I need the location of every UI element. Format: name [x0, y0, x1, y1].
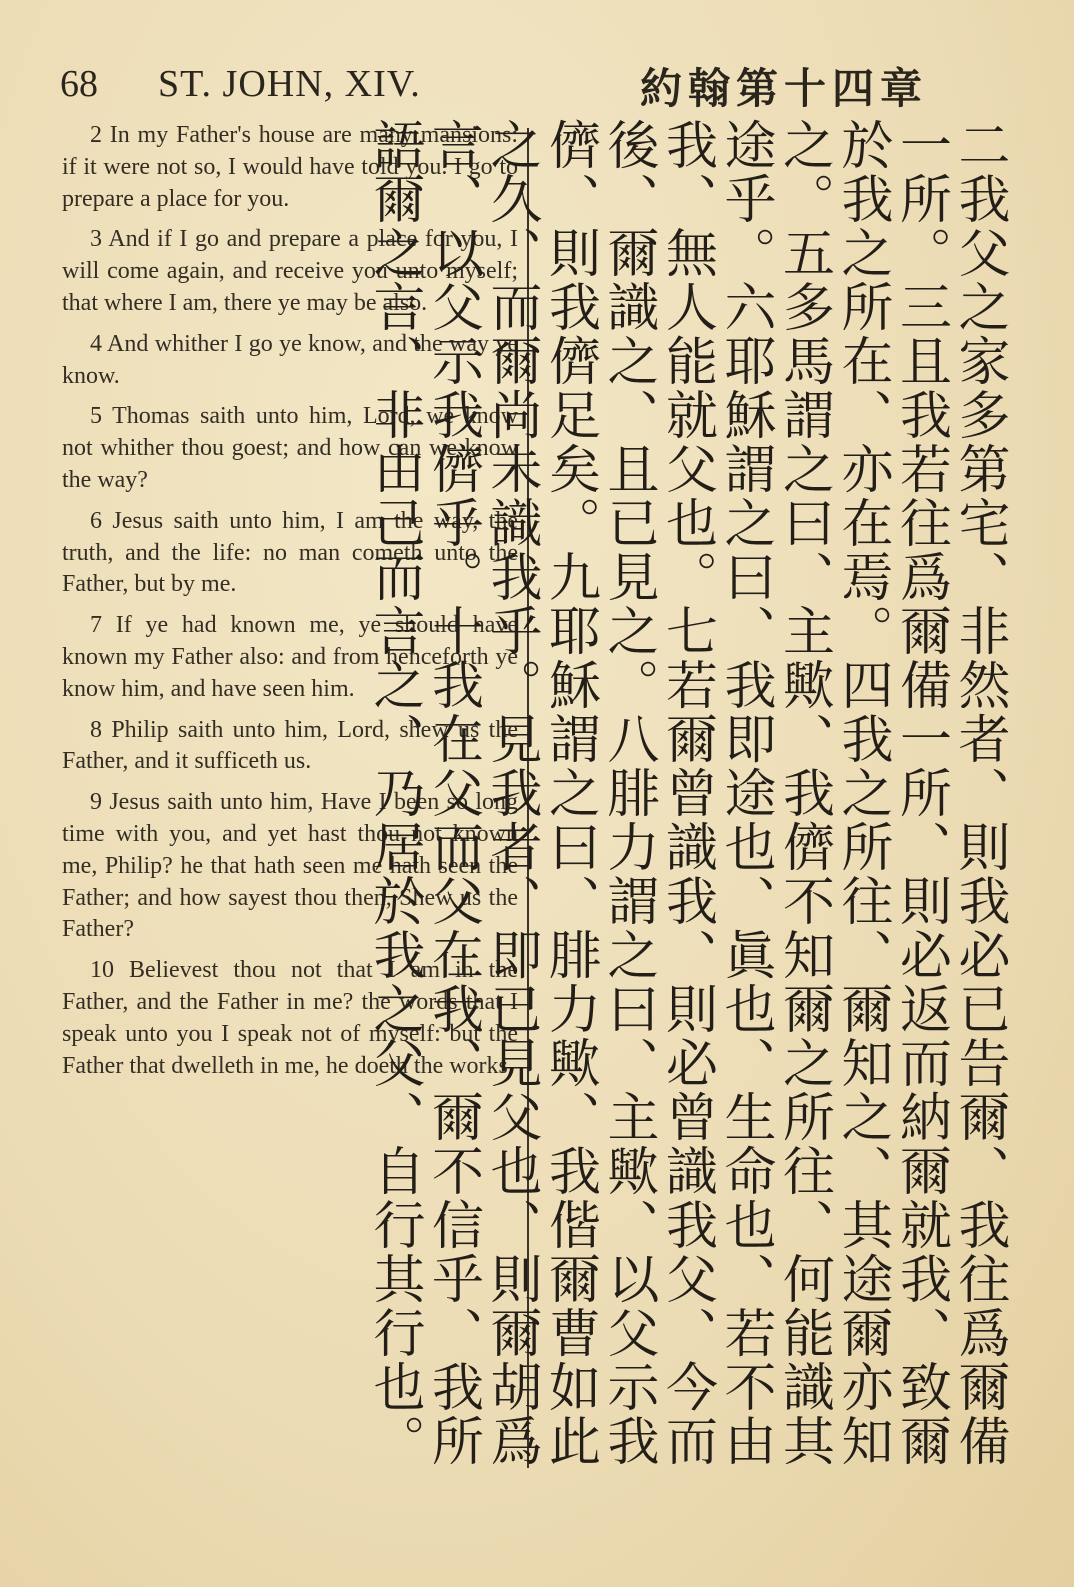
running-head: ST. JOHN, XIV.	[158, 63, 421, 105]
verse-6: 6 Jesus saith unto him, I am the way, the truth, and the life: no man cometh unto the Father, but by me.	[62, 507, 518, 598]
verse-2: 2 In my Father's house are many mansions: if it were not so, I would have told you. I go to prepare a place for you.	[62, 122, 518, 212]
verse-7: 7 If ye had known me, ye should have known my Father also: and from henceforth ye know him, and have seen him.	[62, 612, 518, 702]
verse-8: 8 Philip saith unto him, Lord, shew us the Father, and it sufficeth us.	[62, 716, 518, 775]
verse-4: 4 And whither I go ye know, and the way ye know.	[62, 330, 518, 389]
chinese-text-column: 二我父之家多第宅、非然者、則我必已告爾、我往爲爾備一所。三且我若往爲爾備一所、則必返而納爾就我、致爾於我之所在、亦在焉。四我之所往、爾知之、其途爾亦知之。五多馬謂之曰、主歟、我儕不知爾之所往、何能識其途乎。六耶穌謂之曰、我即途也、眞也、生命也、若不由我、無人能就父也。七若爾曾識我、則必曾識我父、今而後、爾識之、且已見之。八腓力謂之曰、主歟、以父示我儕、則我儕足矣。九耶穌謂之曰、腓力歟、我偕爾曹如此之久、而爾尚未識我乎。見我者、即已見父也、則爾胡爲言、以父示我儕乎。十我在父而父在我、爾不信乎、我所語爾之言、非由己而言之、乃居於我之父、自行其行也。	[364, 118, 1009, 1468]
verse-10: 10 Believest thou not that I am in the Father, and the Father in me? the words that I speak unto you I speak not of myself: but the Father that dwelleth in me, he doeth the works.	[62, 957, 518, 1079]
verse-9: 9 Jesus saith unto him, Have I been so long time with you, and yet hast thou not known me, Philip? he that hath seen me hath seen the Father; and how sayest thou then, Shew us the Father?	[62, 789, 518, 943]
chinese-chapter-title: 約翰第十四章	[640, 64, 929, 113]
page-number: 68	[60, 63, 98, 105]
verse-3: 3 And if I go and prepare a place for you, I will come again, and receive you unto myself; that where I am, there ye may be also.	[62, 226, 518, 316]
verse-5: 5 Thomas saith unto him, Lord, we know not whither thou goest; and how can we know the way?	[62, 403, 518, 493]
